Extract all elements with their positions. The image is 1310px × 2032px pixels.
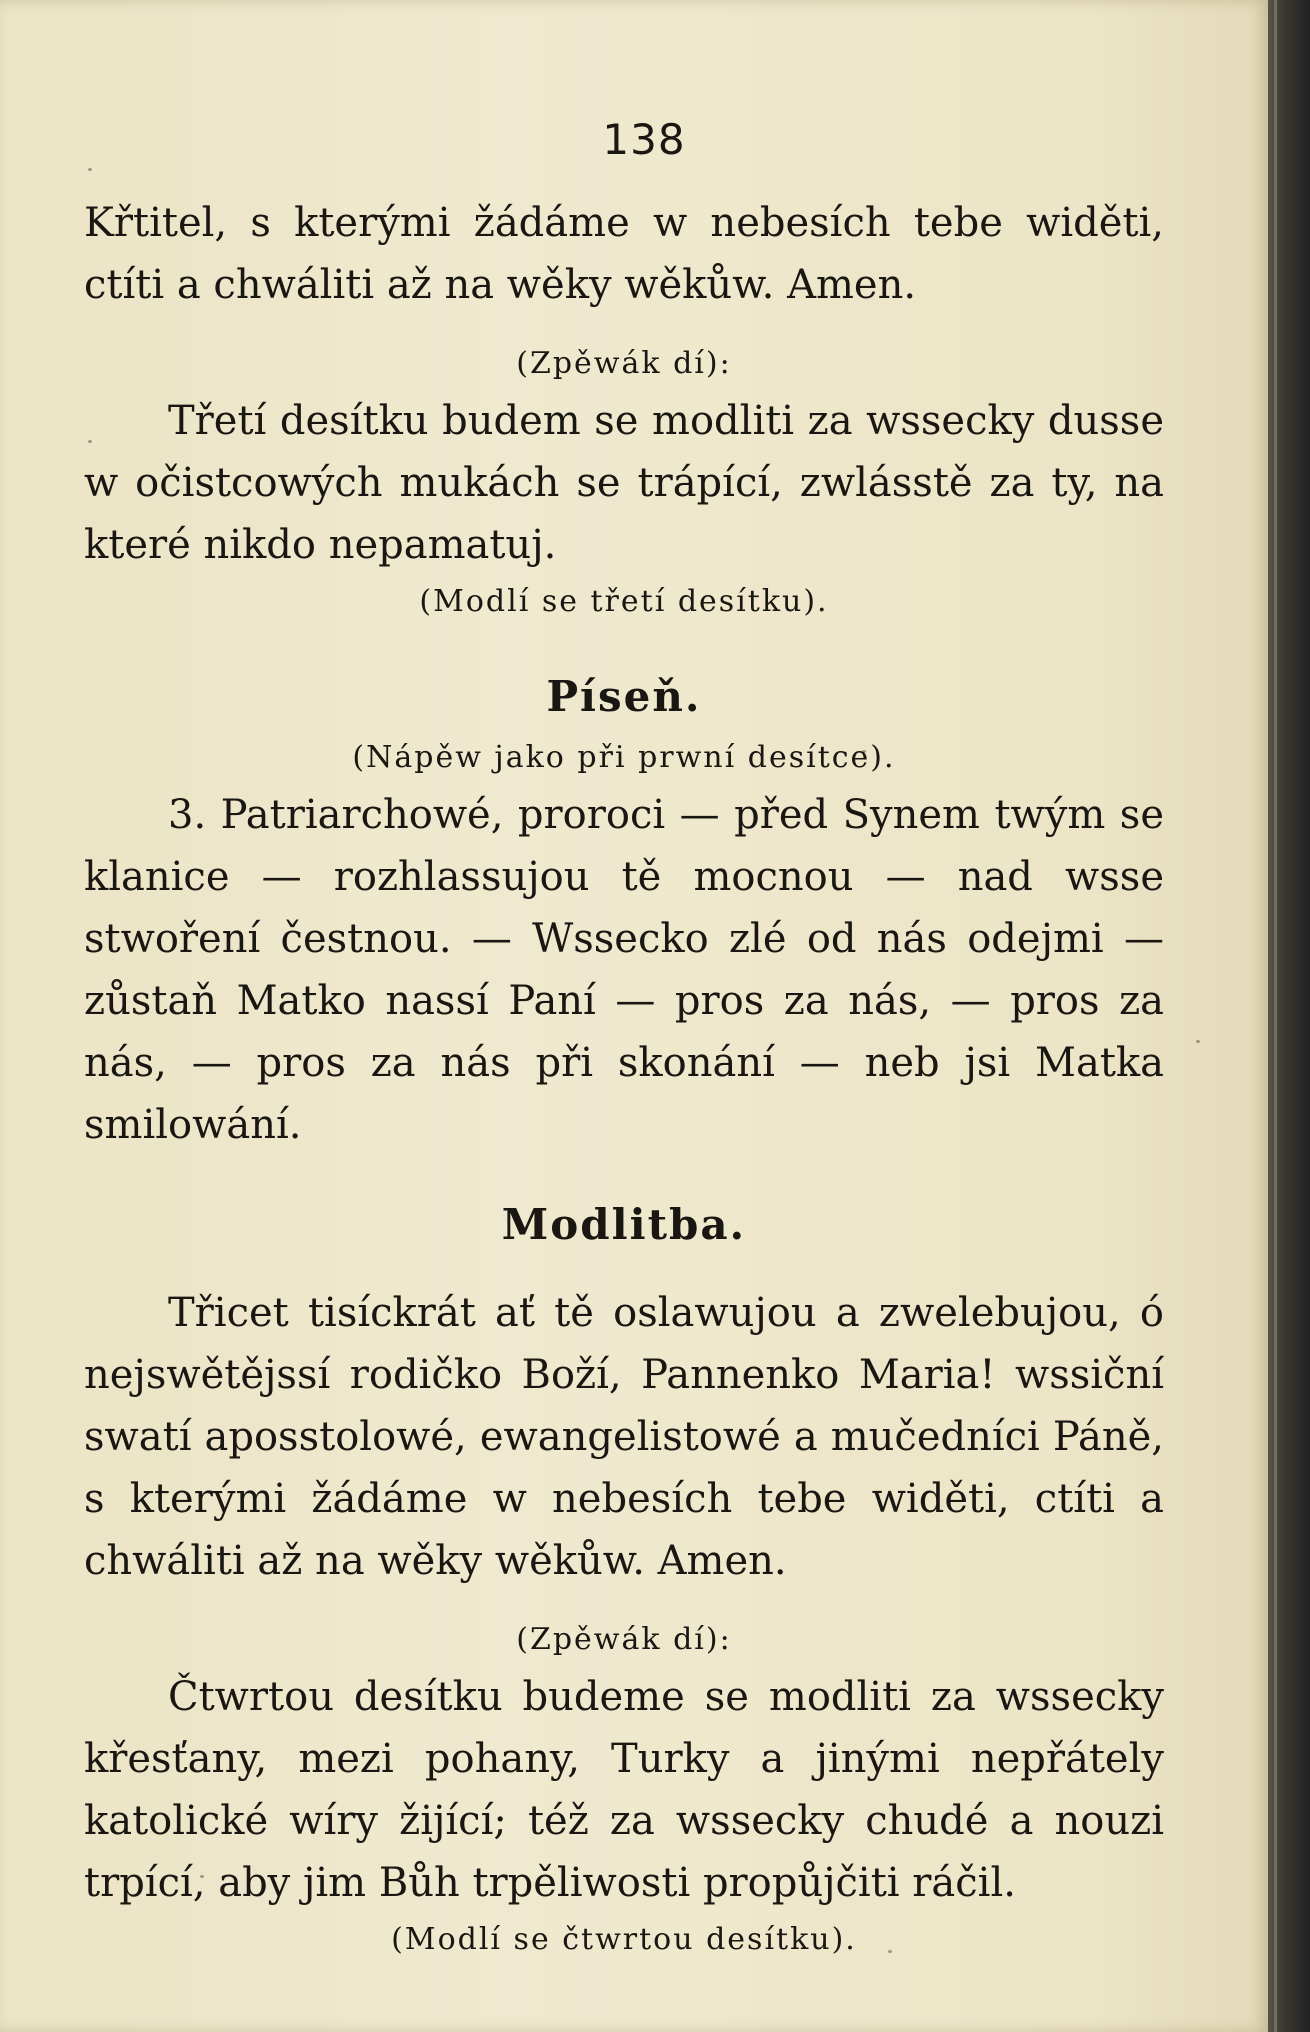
paragraph-prayer: Třicet tisíckrát ať tě oslawujou a zwelebujou, ó nejswětějssí rodičko Boží, Pannenko Maria! wssiční swatí aposstolowé, ewangelistowé a mučedníci Páně, s kterými žádáme w nebesích tebe widěti, ctíti a chwáliti až na wěky wěkůw. Amen. [84,1290,1164,1584]
spacer [84,1592,1164,1614]
spacer [84,1260,1164,1282]
book-gutter [1268,0,1310,2032]
spacer [84,1156,1164,1190]
page-number: 138 [602,115,686,164]
paragraph-fourth-decade: Čtwrtou desítku budeme se modliti za wssecky křesťany, mezi pohany, Turky a jinými nepřátely katolické wíry žijící; též za wssecky chudé a nouzi trpící, aby jim Bůh trpěliwosti propůjčiti ráčil. [84,1674,1164,1906]
rubric-pray-third-decade: (Modlí se třetí desítku). [419,584,829,619]
heading-prayer: Modlitba. [501,1200,747,1249]
paper-speck [1196,1040,1200,1043]
heading-song: Píseň. [546,672,702,721]
spacer [84,628,1164,662]
paragraph-third-decade: Třetí desítku budem se modliti za wssecky dusse w očistcowých mukách se trápící, zwlásstě za ty, na které nikdo nepamatuj. [84,398,1164,568]
spacer [84,316,1164,338]
rubric-pray-fourth-decade: (Modlí se čtwrtou desítku). [391,1922,857,1957]
song-verse-3: 3. Patriarchowé, proroci — před Synem twým se klanice — rozhlassujou tě mocnou — nad wsse stwoření čestnou. — Wssecko zlé od nás odejmi — zůstaň Matko nassí Paní — pros za nás, — pros za nás, — pros za nás při skonání — neb jsi Matka smilowání. [84,792,1164,1148]
rubric-cantor-says: (Zpěwák dí): [516,346,732,381]
rubric-cantor-says-2: (Zpěwák dí): [516,1622,732,1657]
paragraph-continuation: Křtitel, s kterými žádáme w nebesích tebe widěti, ctíti a chwáliti až na wěky wěkůw. Amen. [84,200,1164,308]
text-block [84,100,1164,1966]
rubric-melody: (Nápěw jako při prwní desítce). [352,740,896,775]
